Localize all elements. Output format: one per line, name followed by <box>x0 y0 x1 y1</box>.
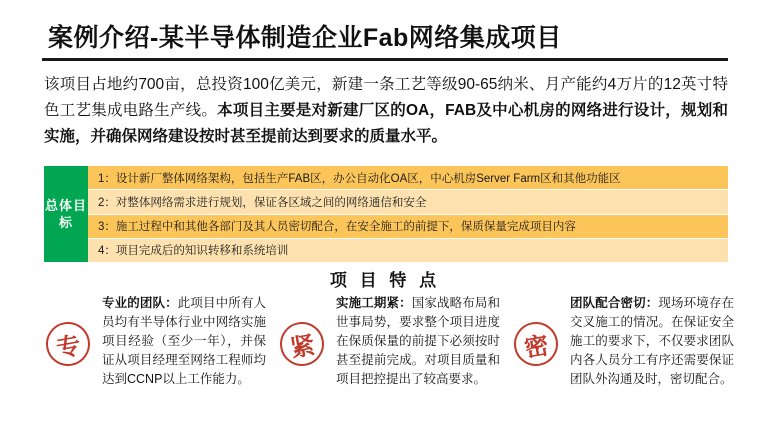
features-heading: 项 目 特 点 <box>329 271 441 290</box>
goal-row: 3：施工过程中和其他各部门及其人员密切配合，在安全施工的前提下，保质保量完成项目内容 <box>88 215 728 239</box>
feature-heading: 专业的团队： <box>102 296 178 310</box>
title-divider <box>42 58 728 61</box>
feature-heading: 实施工期紧： <box>336 296 412 310</box>
goals-label: 总体目标 <box>44 166 88 262</box>
seal-icon: 专 <box>43 319 94 370</box>
feature-item <box>278 294 500 414</box>
feature-item <box>512 294 734 414</box>
feature-body: 现场环境存在交叉施工的情况。在保证安全施工的要求下，不仅要求团队内各人员分工有序还需要保证团队外沟通及时，密切配合。 <box>570 296 734 386</box>
feature-text <box>102 294 266 389</box>
seal-icon: 密 <box>511 319 562 370</box>
features-columns <box>44 294 734 414</box>
feature-text <box>570 294 734 389</box>
goal-row: 1：设计新厂整体网络架构，包括生产FAB区，办公自动化OA区，中心机房Server Farm区和其他功能区 <box>88 166 728 190</box>
overall-goals-block <box>44 166 728 262</box>
goal-row: 2：对整体网络需求进行规划，保证各区域之间的网络通信和安全 <box>88 190 728 214</box>
feature-item <box>44 294 266 414</box>
feature-text <box>336 294 500 389</box>
intro-rest: 本项目主要是对新建厂区的OA，FAB及中心机房的网络进行设计，规划和实施，并确保网络建设按时甚至提前达到要求的质量水平。 <box>44 102 728 145</box>
goals-rows <box>88 166 728 262</box>
goal-row: 4：项目完成后的知识转移和系统培训 <box>88 239 728 262</box>
feature-body: 国家战略布局和世事局势，要求整个项目进度在保质保量的前提下必须按时甚至提前完成。对项目质量和项目把控提出了较高要求。 <box>336 296 500 386</box>
feature-body: 此项目中所有人员均有半导体行业中网络实施项目经验（至少一年），并保证从项目经理至网络工程师均达到CCNP以上工作能力。 <box>102 296 266 386</box>
intro-lead: 该项目占地约700亩，总投资100亿美元，新建一条工艺等级90-65纳米、月产能约4万片的12英寸特色工艺集成电路生产线。 <box>44 76 728 119</box>
page-title: 案例介绍-某半导体制造企业Fab网络集成项目 <box>48 24 562 52</box>
intro-paragraph <box>44 72 728 150</box>
seal-icon: 紧 <box>277 319 328 370</box>
feature-heading: 团队配合密切： <box>570 296 659 310</box>
